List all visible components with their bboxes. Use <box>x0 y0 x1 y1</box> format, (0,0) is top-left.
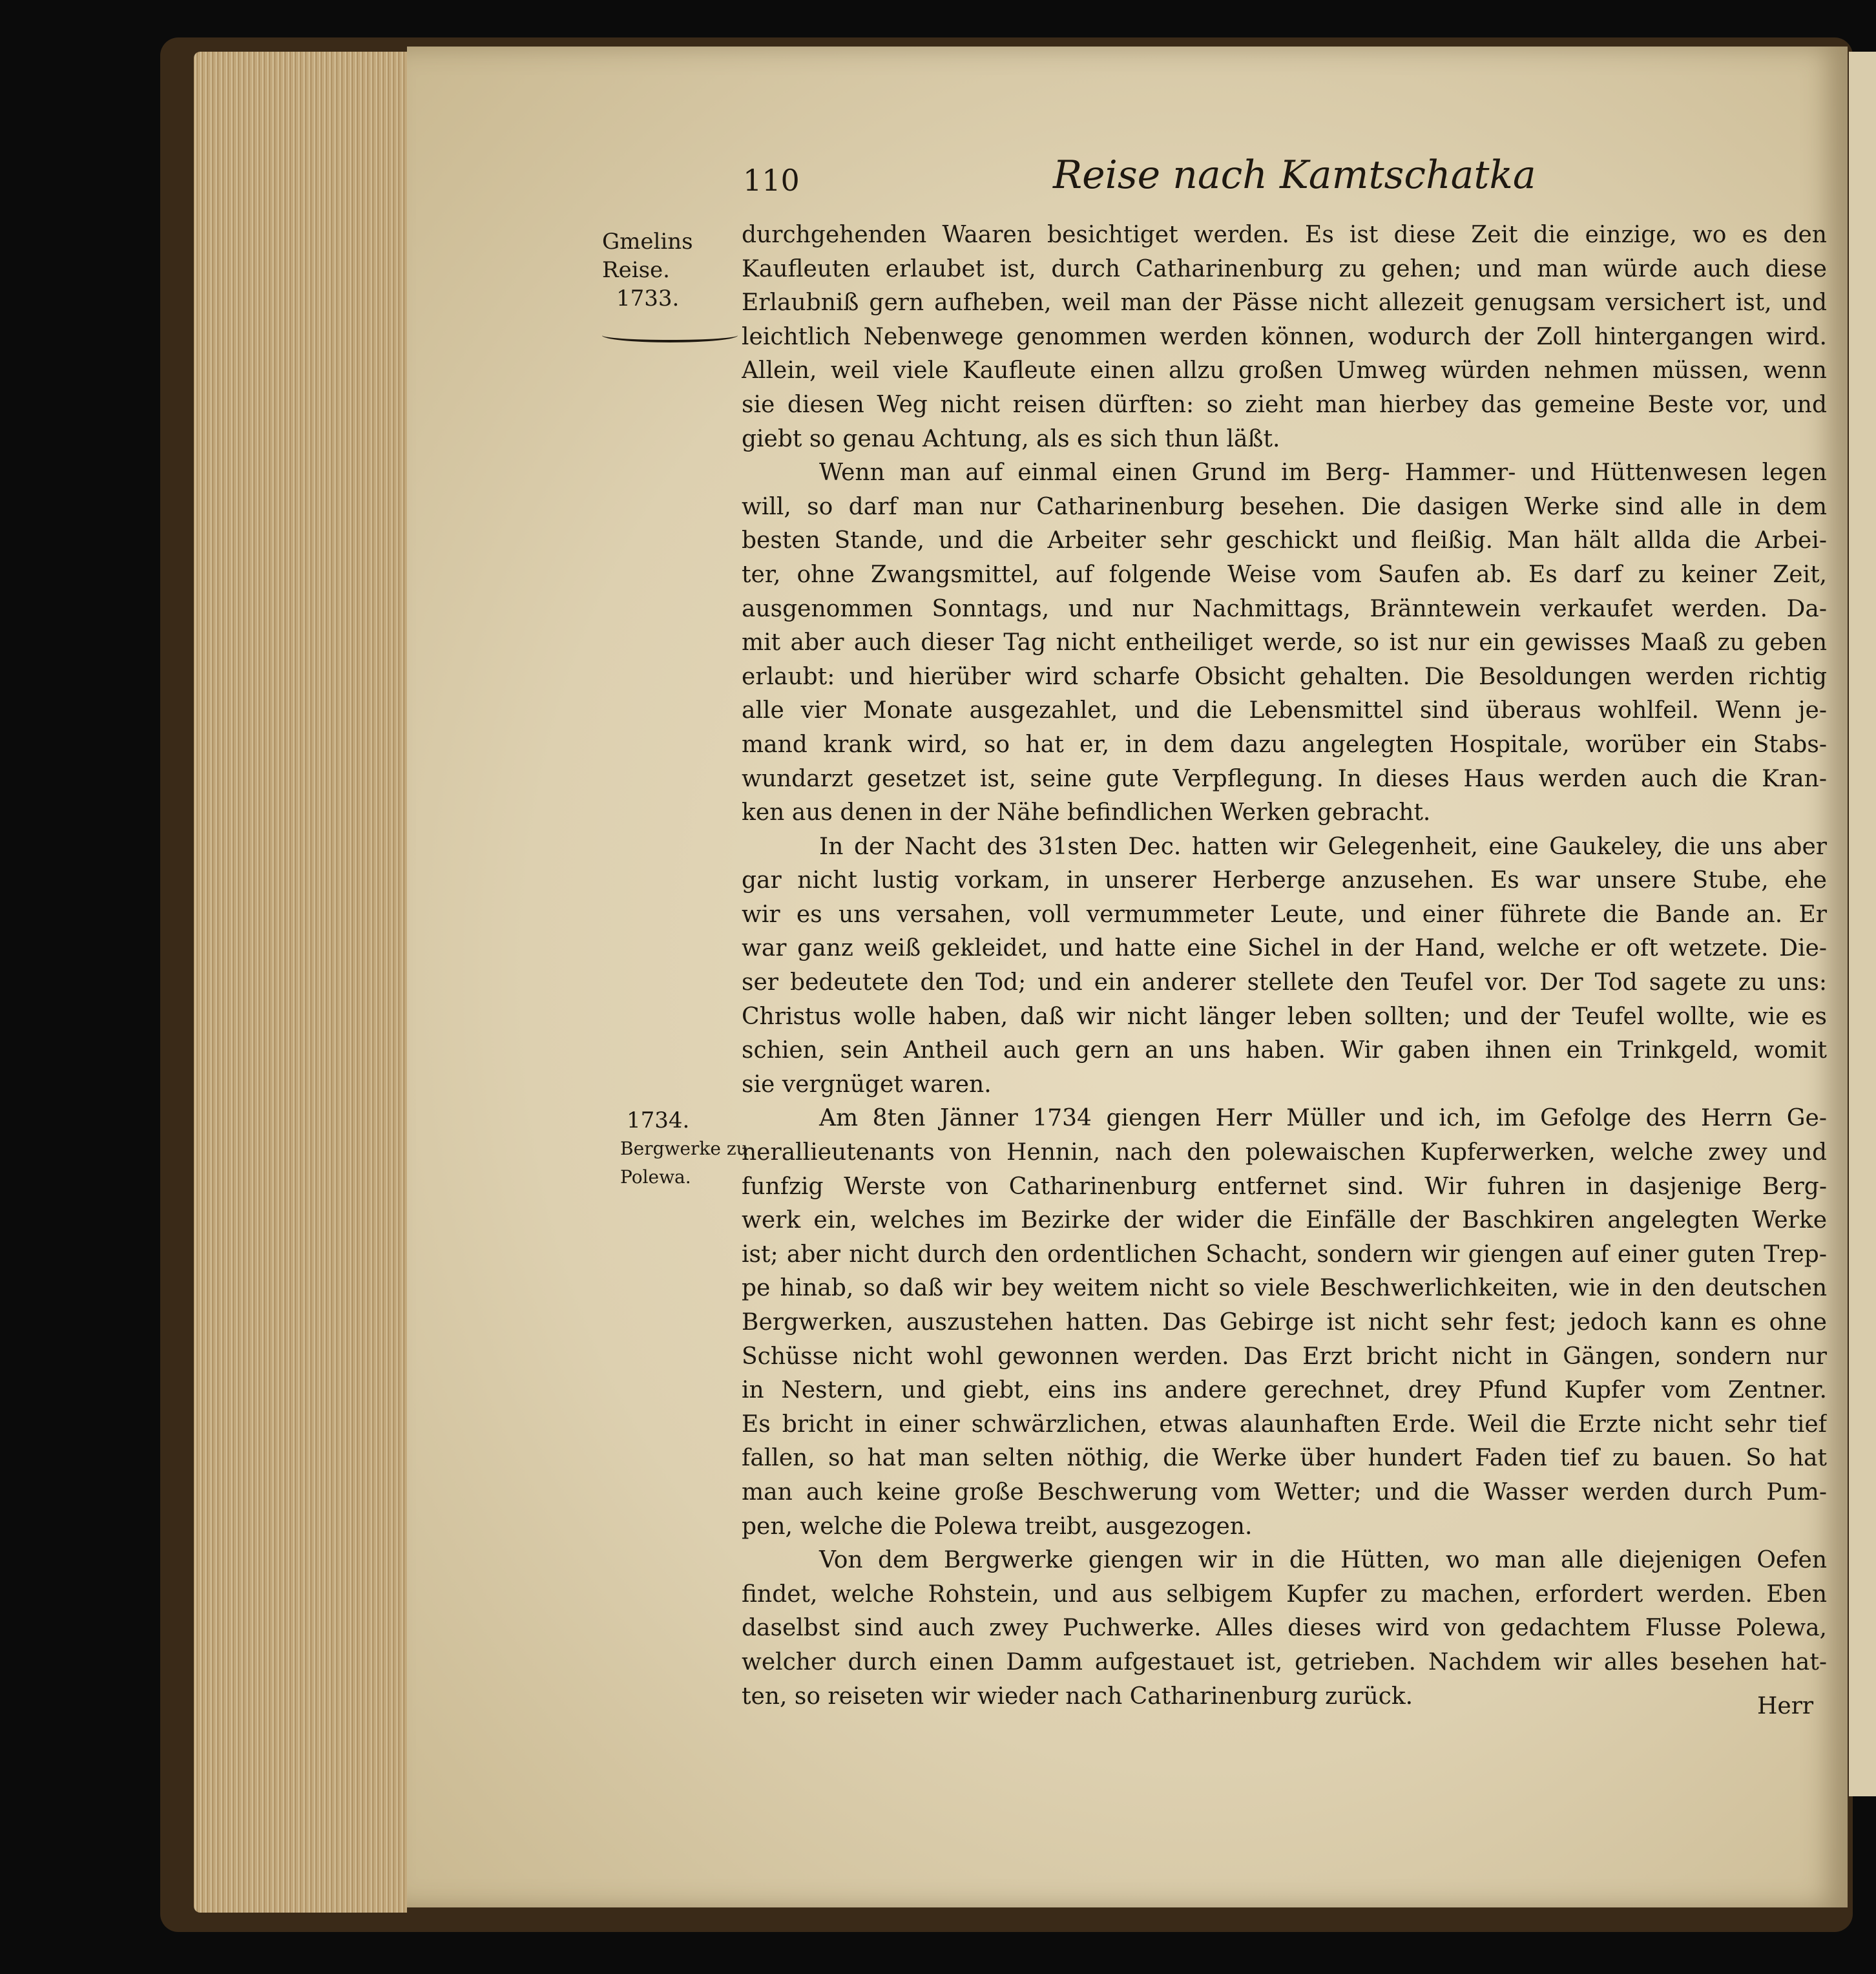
text-line: findet, welche Rohstein, und aus selbigem Kupfer zu machen, erfordert werden. Eben <box>742 1580 1827 1608</box>
text-line: Schüsse nicht wohl gewonnen werden. Das Erzt bricht nicht in Gängen, sondern nur <box>742 1343 1827 1370</box>
text-line: man auch keine große Beschwerung vom Wetter; und die Wasser werden durch Pum- <box>742 1478 1827 1506</box>
text-line: ser bedeutete den Tod; und ein anderer stellete den Teufel vor. Der Tod sagete zu uns: <box>742 969 1827 996</box>
margin-note-line: Bergwerke zu <box>620 1138 748 1159</box>
text-line: ausgenommen Sonntags, und nur Nachmittags, Bränntewein verkaufet werden. Da- <box>742 595 1827 622</box>
body-text <box>742 218 1827 1714</box>
page-number: 110 <box>743 163 800 198</box>
margin-note-line: 1733. <box>616 286 680 311</box>
margin-note-bergwerke <box>620 1106 748 1192</box>
margin-note-line: Reise. <box>602 257 670 283</box>
text-line: durchgehenden Waaren besichtiget werden. Es ist diese Zeit die einzige, wo es den <box>742 222 1827 248</box>
text-line: pe hinab, so daß wir bey weitem nicht so viele Beschwerlichkeiten, wie in den deutschen <box>742 1275 1827 1302</box>
text-line: giebt so genau Achtung, als es sich thun läßt. <box>742 425 1280 452</box>
text-line: Christus wolle haben, daß wir nicht länger leben sollten; und der Teufel wollte, wie es <box>742 1003 1827 1030</box>
text-line: besten Stande, und die Arbeiter sehr geschickt und fleißig. Man hält allda die Arbei- <box>742 527 1827 554</box>
margin-brace <box>602 328 738 342</box>
text-line: ten, so reiseten wir wieder nach Catharinenburg zurück. <box>742 1683 1413 1710</box>
text-line: pen, welche die Polewa treibt, ausgezogen. <box>742 1513 1253 1540</box>
text-line: Allein, weil viele Kaufleute einen allzu großen Umweg würden nehmen müssen, wenn <box>742 357 1827 384</box>
text-line: ken aus denen in der Nähe befindlichen Werken gebracht. <box>742 799 1431 826</box>
text-line: werk ein, welches im Bezirke der wider die Einfälle der Baschkiren angelegten Werke <box>742 1207 1827 1234</box>
facing-page-edge <box>1849 52 1876 1796</box>
text-line: Es bricht in einer schwärzlichen, etwas alaunhaften Erde. Weil die Erzte nicht sehr tief <box>742 1411 1827 1438</box>
text-line: schien, sein Antheil auch gern an uns haben. Wir gaben ihnen ein Trinkgeld, womit <box>742 1037 1827 1064</box>
text-line: wundarzt gesetzet ist, seine gute Verpflegung. In dieses Haus werden auch die Kran- <box>742 765 1827 792</box>
text-line: ter, ohne Zwangsmittel, auf folgende Weise vom Saufen ab. Es darf zu keiner Zeit, <box>742 561 1827 588</box>
text-line: funfzig Werste von Catharinenburg entfernet sind. Wir fuhren in dasjenige Berg- <box>742 1173 1827 1200</box>
text-line: In der Nacht des 31sten Dec. hatten wir Gelegenheit, eine Gaukeley, die uns aber <box>819 833 1827 860</box>
catchword: Herr <box>1757 1693 1814 1719</box>
text-line: daselbst sind auch zwey Puchwerke. Alles dieses wird von gedachtem Flusse Polewa, <box>742 1615 1827 1642</box>
text-line: nerallieutenants von Hennin, nach den polewaischen Kupferwerken, welche zwey und <box>742 1139 1827 1166</box>
text-line: mand krank wird, so hat er, in dem dazu angelegten Hospitale, worüber ein Stabs- <box>742 731 1827 758</box>
text-line: Wenn man auf einmal einen Grund im Berg- Hammer- und Hüttenwesen legen <box>819 459 1827 487</box>
running-head: Reise nach Kamtschatka <box>1053 152 1536 198</box>
text-line: fallen, so hat man selten nöthig, die Werke über hundert Faden tief zu bauen. So hat <box>742 1445 1827 1472</box>
text-line: erlaubt: und hierüber wird scharfe Obsicht gehalten. Die Besoldungen werden richtig <box>742 663 1827 690</box>
margin-note-line: 1734. <box>627 1108 690 1133</box>
margin-note-gmelins-reise <box>602 227 693 313</box>
text-line: will, so darf man nur Catharinenburg besehen. Die dasigen Werke sind alle in dem <box>742 493 1827 520</box>
text-line: Am 8ten Jänner 1734 giengen Herr Müller und ich, im Gefolge des Herrn Ge- <box>819 1105 1827 1132</box>
text-line: wir es uns versahen, voll vermummeter Leute, und einer führete die Bande an. Er <box>742 901 1827 928</box>
text-line: sie vergnüget waren. <box>742 1071 992 1098</box>
text-line: Bergwerken, auszustehen hatten. Das Gebirge ist nicht sehr fest; jedoch kann es ohne <box>742 1309 1827 1336</box>
text-line: Kaufleuten erlaubet ist, durch Catharinenburg zu gehen; und man würde auch diese <box>742 255 1827 282</box>
text-line: ist; aber nicht durch den ordentlichen Schacht, sondern wir giengen auf einer guten Trep- <box>742 1241 1827 1268</box>
margin-note-line: Gmelins <box>602 229 693 255</box>
page-edges <box>194 52 407 1913</box>
text-line: gar nicht lustig vorkam, in unserer Herberge anzusehen. Es war unsere Stube, ehe <box>742 867 1827 894</box>
text-line: Von dem Bergwerke giengen wir in die Hütten, wo man alle diejenigen Oefen <box>819 1547 1827 1574</box>
text-line: welcher durch einen Damm aufgestauet ist, getrieben. Nachdem wir alles besehen hat- <box>742 1648 1827 1675</box>
text-line: leichtlich Nebenwege genommen werden können, wodurch der Zoll hintergangen wird. <box>742 323 1827 350</box>
margin-note-line: Polewa. <box>620 1166 691 1188</box>
text-line: war ganz weiß gekleidet, und hatte eine Sichel in der Hand, welche er oft wetzete. Die- <box>742 935 1827 962</box>
text-line: in Nestern, und giebt, eins ins andere gerechnet, drey Pfund Kupfer vom Zentner. <box>742 1377 1827 1404</box>
text-line: alle vier Monate ausgezahlet, und die Lebensmittel sind überaus wohlfeil. Wenn je- <box>742 697 1827 724</box>
text-line: sie diesen Weg nicht reisen dürften: so zieht man hierbey das gemeine Beste vor, und <box>742 391 1827 418</box>
text-line: mit aber auch dieser Tag nicht entheiliget werde, so ist nur ein gewisses Maaß zu geben <box>742 629 1827 656</box>
text-line: Erlaubniß gern aufheben, weil man der Pässe nicht allezeit genugsam versichert ist, und <box>742 289 1827 317</box>
